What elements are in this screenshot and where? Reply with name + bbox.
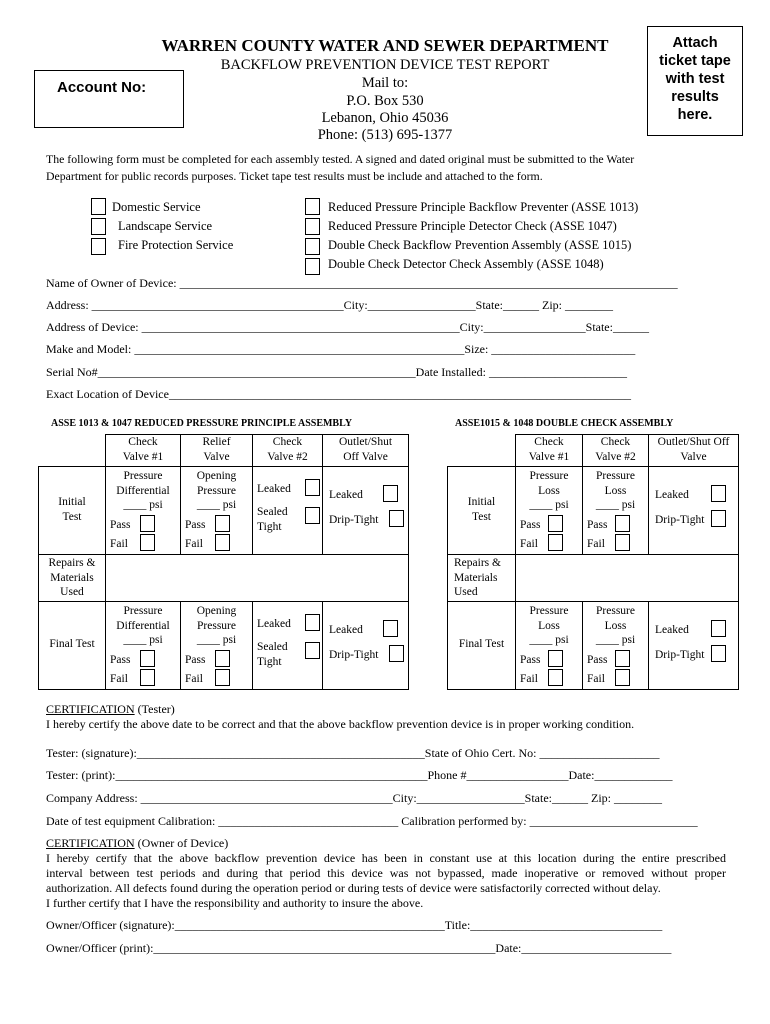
rp-initial-check1-fail-checkbox[interactable] [140,534,155,551]
rp-final-relief-pass-checkbox[interactable] [215,650,230,667]
intro-line-2: Department for public records purposes. Ticket tape test results must be include and attached to the form. [46,169,543,183]
rp-test-table [38,434,409,690]
fire-protection-label: Fire Protection Service [118,238,234,252]
dc-initial-check2-fail-checkbox[interactable] [615,534,630,551]
asse-1048-label: Double Check Detector Check Assembly (ASSE 1048) [328,257,604,271]
owner-signature-field[interactable]: Owner/Officer (signature):_____________________________________________Title:________________________________ [46,918,663,932]
tester-certification-statement: I hereby certify the above date to be correct and that the above backflow prevention device is in proper working condition. [46,717,635,731]
rp-initial-check2-sealed-checkbox[interactable] [305,507,320,524]
attach-line: results [671,89,719,105]
owner-certification-line-2: interval between test periods and during that period this device was not bypassed, made inoperative or removed without proper [46,866,726,880]
mail-to-label: Mail to: [361,75,409,91]
dc-initial-label: Initial Test [448,467,516,555]
address-field[interactable]: Address: __________________________________________City:__________________State:______ Zip: ________ [46,298,613,312]
dc-initial-outlet: Leaked Drip-Tight [649,467,739,555]
domestic-service-checkbox[interactable] [91,198,106,215]
dc-final-check2: Pressure Loss ____ psi Pass Fail [583,602,649,690]
rp-header-check1: Check Valve #1 [106,435,181,467]
rp-final-check1: Pressure Differential ____ psi Pass Fail [106,602,181,690]
rp-initial-check2-leaked-checkbox[interactable] [305,479,320,496]
asse-1048-checkbox[interactable] [305,258,320,275]
rp-final-check1-fail-checkbox[interactable] [140,669,155,686]
dc-final-outlet-leaked-checkbox[interactable] [711,620,726,637]
dc-final-outlet: Leaked Drip-Tight [649,602,739,690]
rp-final-outlet: Leaked Drip-Tight [323,602,409,690]
make-model-field[interactable]: Make and Model: _______________________________________________________Size: ________________________ [46,342,636,356]
domestic-service-label: Domestic Service [112,200,201,214]
device-address-field[interactable]: Address of Device: _____________________________________________________City:_________________State:______ [46,320,649,334]
dc-final-check2-pass-checkbox[interactable] [615,650,630,667]
rp-initial-outlet: Leaked Drip-Tight [323,467,409,555]
dc-header-check2: Check Valve #2 [583,435,649,467]
asse-1013-checkbox[interactable] [305,198,320,215]
rp-final-check2-leaked-checkbox[interactable] [305,614,320,631]
dc-repairs-field[interactable] [516,555,739,602]
attach-line: Attach [672,35,718,51]
intro-line-1: The following form must be completed for each assembly tested. A signed and dated original must be submitted to the Water [46,152,635,166]
rp-repairs-label: Repairs & Materials Used [39,555,106,602]
rp-corner-cell [39,435,106,467]
rp-header-check2: Check Valve #2 [253,435,323,467]
dc-final-check1-fail-checkbox[interactable] [548,669,563,686]
account-number-box[interactable] [34,70,184,128]
owner-name-field[interactable]: Name of Owner of Device: ___________________________________________________________________________________ [46,276,678,290]
rp-header-relief: Relief Valve [181,435,253,467]
rp-header-outlet: Outlet/Shut Off Valve [323,435,409,467]
dc-final-label: Final Test [448,602,516,690]
phone-line: Phone: (513) 695-1377 [317,127,453,143]
dc-corner-cell [448,435,516,467]
rp-initial-relief-fail-checkbox[interactable] [215,534,230,551]
dc-final-check2-fail-checkbox[interactable] [615,669,630,686]
dc-section-title: ASSE1015 & 1048 DOUBLE CHECK ASSEMBLY [455,418,674,429]
fire-protection-checkbox[interactable] [91,238,106,255]
rp-initial-check2: Leaked Sealed Tight [253,467,323,555]
attach-line: ticket tape [659,53,731,69]
rp-final-check2-sealed-checkbox[interactable] [305,642,320,659]
rp-section-title: ASSE 1013 & 1047 REDUCED PRESSURE PRINCIPLE ASSEMBLY [51,418,353,429]
rp-initial-label: Initial Test [39,467,106,555]
landscape-service-checkbox[interactable] [91,218,106,235]
asse-1047-checkbox[interactable] [305,218,320,235]
owner-certification-heading: CERTIFICATION (Owner of Device) [46,836,229,850]
asse-1047-label: Reduced Pressure Principle Detector Check (ASSE 1047) [328,219,617,233]
rp-final-outlet-drip-checkbox[interactable] [389,645,404,662]
landscape-service-label: Landscape Service [118,219,213,233]
rp-initial-relief-pass-checkbox[interactable] [215,515,230,532]
attach-ticket-tape-box [647,26,743,136]
owner-print-field[interactable]: Owner/Officer (print):_________________________________________________________Date:_________________________ [46,941,672,955]
dc-header-check1: Check Valve #1 [516,435,583,467]
asse-1015-checkbox[interactable] [305,238,320,255]
rp-initial-check1: Pressure Differential ____ psi Pass Fail [106,467,181,555]
dc-initial-check1-pass-checkbox[interactable] [548,515,563,532]
dc-initial-check2-pass-checkbox[interactable] [615,515,630,532]
po-box: P.O. Box 530 [346,93,424,109]
calibration-field[interactable]: Date of test equipment Calibration: ______________________________ Calibration performed by: ____________________________ [46,814,698,828]
owner-certification-line-1: I hereby certify that the above backflow prevention device has been in constant use at this location during the entire prescribed [46,851,726,865]
dc-final-check1: Pressure Loss ____ psi Pass Fail [516,602,583,690]
dc-final-outlet-drip-checkbox[interactable] [711,645,726,662]
attach-line: with test [665,71,725,87]
dc-initial-check2: Pressure Loss ____ psi Pass Fail [583,467,649,555]
asse-1013-label: Reduced Pressure Principle Backflow Preventer (ASSE 1013) [328,200,639,214]
dc-test-table [447,434,739,690]
rp-final-check1-pass-checkbox[interactable] [140,650,155,667]
dc-initial-check1: Pressure Loss ____ psi Pass Fail [516,467,583,555]
rp-final-label: Final Test [39,602,106,690]
dc-header-outlet: Outlet/Shut Off Valve [649,435,739,467]
rp-initial-check1-pass-checkbox[interactable] [140,515,155,532]
rp-initial-relief: Opening Pressure ____ psi Pass Fail [181,467,253,555]
rp-initial-outlet-drip-checkbox[interactable] [389,510,404,527]
device-location-field[interactable]: Exact Location of Device_____________________________________________________________________________ [46,387,631,401]
rp-final-check2: Leaked Sealed Tight [253,602,323,690]
rp-repairs-field[interactable] [106,555,409,602]
report-subtitle: BACKFLOW PREVENTION DEVICE TEST REPORT [220,57,550,73]
attach-line: here. [677,107,713,123]
rp-final-relief: Opening Pressure ____ psi Pass Fail [181,602,253,690]
company-address-field[interactable]: Company Address: __________________________________________City:__________________State:______ Zip: ________ [46,791,662,805]
dc-final-check1-pass-checkbox[interactable] [548,650,563,667]
rp-initial-outlet-leaked-checkbox[interactable] [383,485,398,502]
dc-initial-outlet-leaked-checkbox[interactable] [711,485,726,502]
tester-print-field[interactable]: Tester: (print):____________________________________________________Phone #_________________Date:_____________ [46,768,673,782]
rp-final-outlet-leaked-checkbox[interactable] [383,620,398,637]
account-number-label: Account No: [57,79,147,96]
serial-number-field[interactable]: Serial No#_____________________________________________________Date Installed: _______________________ [46,365,627,379]
dc-repairs-label: Repairs & Materials Used [448,555,516,602]
tester-signature-field[interactable]: Tester: (signature):________________________________________________State of Ohio Cert. No: ____________________ [46,746,660,760]
owner-certification-line-4: I further certify that I have the responsibility and authority to insure the above. [46,896,424,910]
department-title: WARREN COUNTY WATER AND SEWER DEPARTMENT [161,36,609,55]
asse-1015-label: Double Check Backflow Prevention Assembly (ASSE 1015) [328,238,632,252]
rp-final-relief-fail-checkbox[interactable] [215,669,230,686]
city-line: Lebanon, Ohio 45036 [321,110,449,126]
dc-initial-outlet-drip-checkbox[interactable] [711,510,726,527]
owner-certification-line-3: authorization. All defects found during the operation period or during tests of device were satisfactorily corrected without delay. [46,881,661,895]
tester-certification-heading: CERTIFICATION (Tester) [46,702,175,716]
dc-initial-check1-fail-checkbox[interactable] [548,534,563,551]
